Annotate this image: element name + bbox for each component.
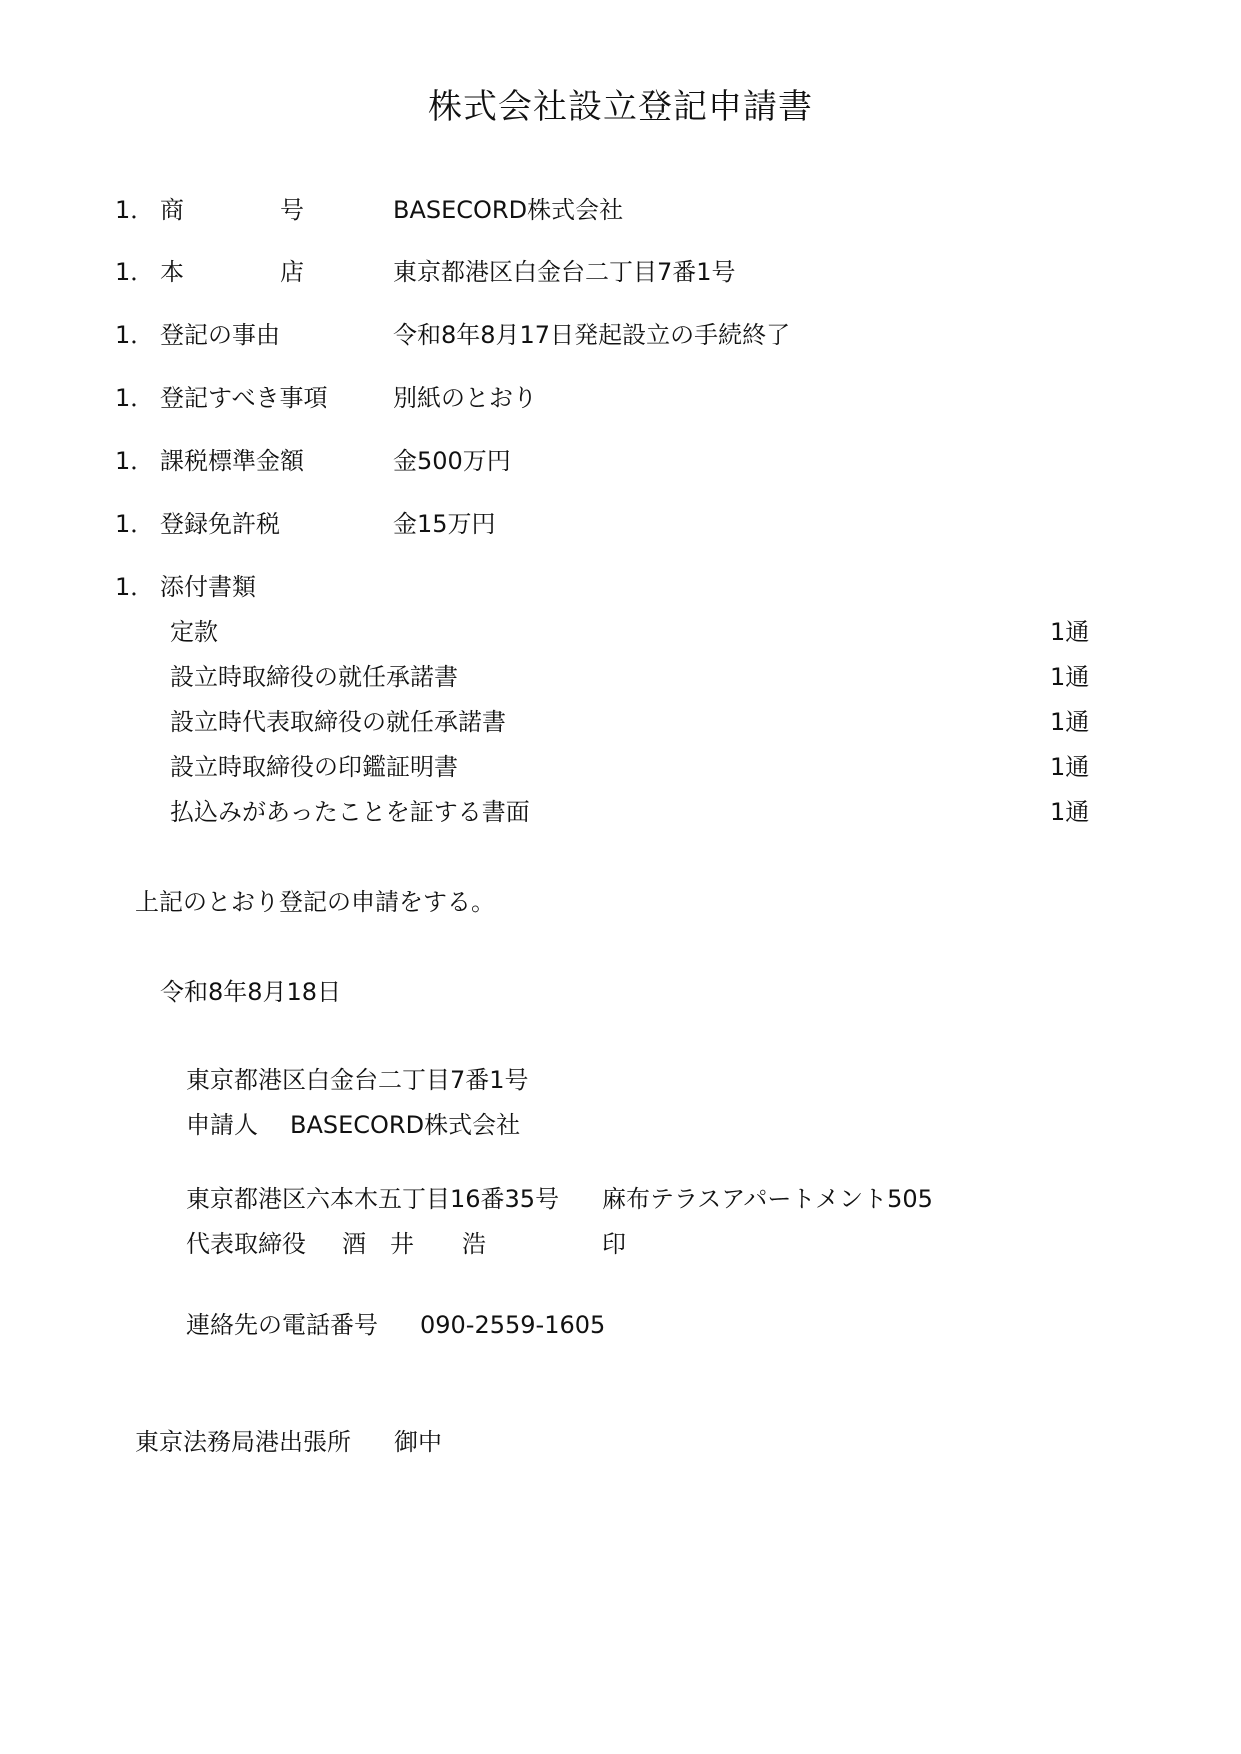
item-taxbase-number: 1． — [115, 447, 155, 475]
item-reason-label: 登記の事由 — [160, 321, 280, 349]
item-commerce-number: 1． — [115, 196, 155, 224]
attachment-name: 設立時取締役の印鑑証明書 — [170, 753, 458, 781]
item-headoffice-label: 本 店 — [160, 258, 304, 286]
contact-phone-label: 連絡先の電話番号 — [186, 1311, 378, 1339]
attachment-count: 1通 — [1050, 663, 1090, 691]
item-regtax-number: 1． — [115, 510, 155, 538]
item-reason-value: 令和8年8月17日発起設立の手続終了 — [393, 321, 791, 349]
item-regtax-label: 登録免許税 — [160, 510, 280, 538]
recipient-office: 東京法務局港出張所 — [135, 1428, 351, 1456]
attachment-count: 1通 — [1050, 708, 1090, 736]
attachment-count: 1通 — [1050, 618, 1090, 646]
item-matters-value: 別紙のとおり — [393, 384, 537, 412]
representative-name: 酒 井 浩 — [342, 1230, 486, 1258]
representative-building: 麻布テラスアパートメント505 — [602, 1185, 933, 1213]
item-commerce-value: BASECORD株式会社 — [393, 196, 624, 224]
attachment-name: 設立時代表取締役の就任承諾書 — [170, 708, 506, 736]
application-statement: 上記のとおり登記の申請をする。 — [135, 888, 495, 916]
item-matters-label: 登記すべき事項 — [160, 384, 328, 412]
item-headoffice-value: 東京都港区白金台二丁目7番1号 — [393, 258, 736, 286]
attachment-name: 定款 — [170, 618, 218, 646]
attachment-count: 1通 — [1050, 753, 1090, 781]
item-taxbase-label: 課税標準金額 — [160, 447, 304, 475]
attachment-count: 1通 — [1050, 798, 1090, 826]
recipient-honorific: 御中 — [394, 1428, 442, 1456]
representative-title: 代表取締役 — [186, 1230, 306, 1258]
representative-address: 東京都港区六本木五丁目16番35号 — [186, 1185, 560, 1213]
applicant-label: 申請人 — [186, 1111, 258, 1139]
item-reason-number: 1． — [115, 321, 155, 349]
item-commerce-label: 商 号 — [160, 196, 304, 224]
item-regtax-value: 金15万円 — [393, 510, 496, 538]
attachments-label: 添付書類 — [160, 573, 256, 601]
document-title: 株式会社設立登記申請書 — [428, 87, 813, 127]
attachments-number: 1． — [115, 573, 155, 601]
item-taxbase-value: 金500万円 — [393, 447, 511, 475]
seal-mark: 印 — [602, 1230, 626, 1258]
contact-phone-number: 090-2559-1605 — [420, 1311, 606, 1339]
attachment-name: 設立時取締役の就任承諾書 — [170, 663, 458, 691]
applicant-address: 東京都港区白金台二丁目7番1号 — [186, 1066, 529, 1094]
applicant-name: BASECORD株式会社 — [290, 1111, 521, 1139]
application-date: 令和8年8月18日 — [160, 978, 342, 1006]
item-headoffice-number: 1． — [115, 258, 155, 286]
item-matters-number: 1． — [115, 384, 155, 412]
attachment-name: 払込みがあったことを証する書面 — [170, 798, 530, 826]
